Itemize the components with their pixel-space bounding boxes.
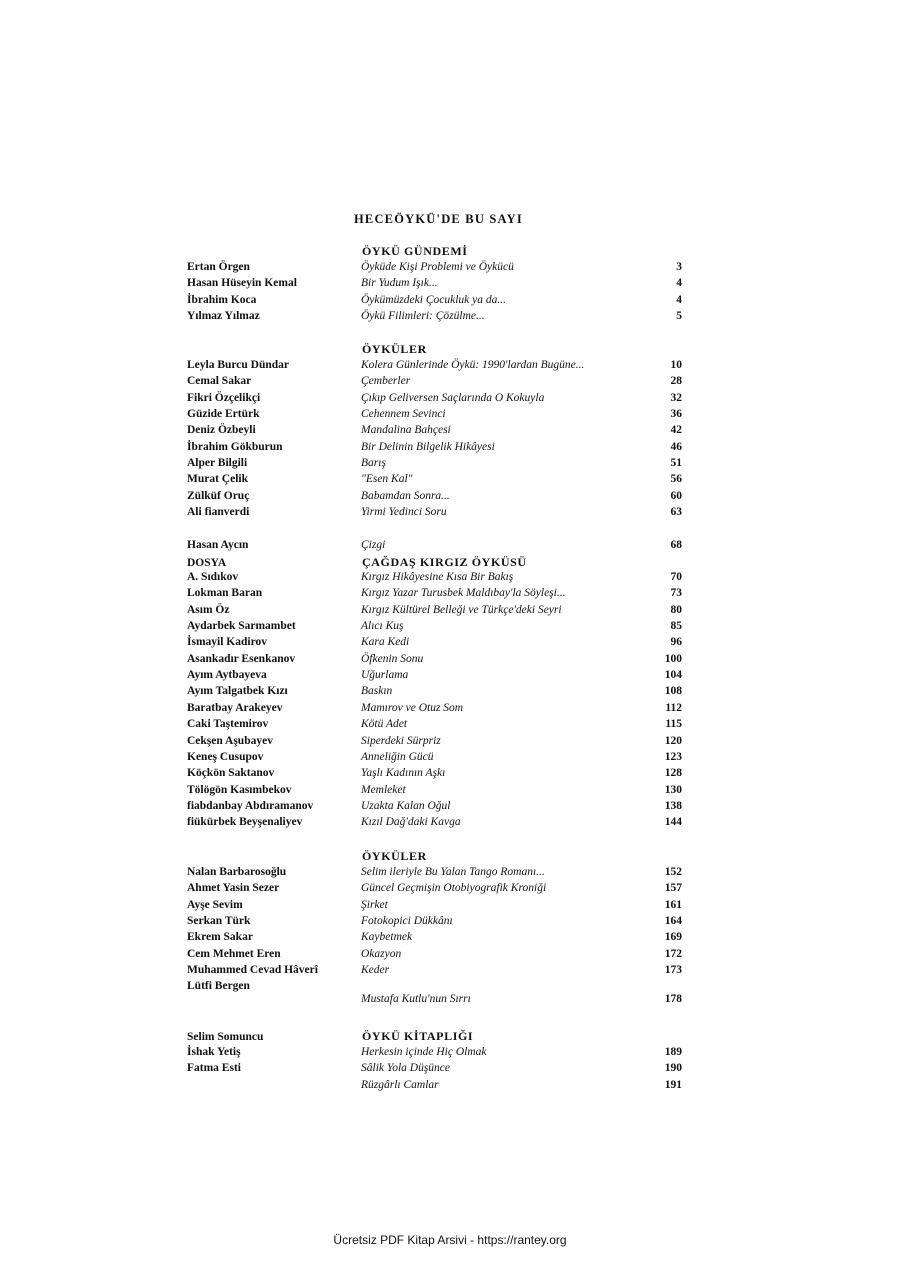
toc-entry [0, 915, 900, 931]
entry-page-number: 172 [664, 948, 682, 960]
entry-author: Nalan Barbarosoğlu [187, 866, 287, 878]
entry-author: Lütfi Bergen [187, 980, 250, 992]
entry-page-number: 108 [664, 685, 682, 697]
entry-author: Zülküf Oruç [187, 490, 250, 502]
entry-author: İsmayil Kadirov [187, 636, 267, 648]
entry-page-number: 68 [670, 539, 682, 551]
entry-title: Güncel Geçmişin Otobiyografik Kroniği [361, 882, 547, 894]
section-heading: ÖYKÜLER [362, 849, 427, 863]
entry-title: Alıcı Kuş [361, 620, 404, 632]
entry-author: Fikri Özçelikçi [187, 392, 261, 404]
entry-title: Barış [361, 457, 386, 469]
entry-author: Ekrem Sakar [187, 931, 253, 943]
entry-page-number: 190 [664, 1062, 682, 1074]
entry-page-number: 189 [664, 1046, 682, 1058]
toc-entry [0, 424, 900, 440]
toc-entry [0, 767, 900, 783]
entry-title: Bir Yudum Işık... [361, 277, 438, 289]
toc-entry [0, 490, 900, 506]
entry-author: Serkan Türk [187, 915, 251, 927]
toc-entry [0, 571, 900, 587]
entry-page-number: 10 [670, 359, 682, 371]
toc-entry [0, 359, 900, 375]
section-heading: ÖYKÜ GÜNDEMİ [362, 244, 468, 258]
entry-page-number: 46 [670, 441, 682, 453]
toc-entry [0, 539, 900, 555]
entry-title: Mandalina Bahçesi [361, 424, 451, 436]
entry-title: Öykü Filimleri: Çözülme... [361, 310, 485, 322]
toc-entry [0, 277, 900, 293]
entry-page-number: 3 [676, 261, 682, 273]
entry-page-number: 28 [670, 375, 682, 387]
entry-page-number: 130 [664, 784, 682, 796]
toc-entry [0, 294, 900, 310]
entry-title: Kaybetmek [361, 931, 413, 943]
entry-title: Herkesin içinde Hiç Olmak [361, 1046, 487, 1058]
entry-title: Rüzgârlı Camlar [361, 1079, 439, 1091]
entry-author: Baratbay Arakeyev [187, 702, 283, 714]
toc-entry [0, 1046, 900, 1062]
entry-title: Keder [361, 964, 390, 976]
entry-author: Tölögön Kasımbekov [187, 784, 292, 796]
entry-author: Hasan Hüseyin Kemal [187, 277, 297, 289]
entry-page-number: 4 [676, 294, 682, 306]
entry-page-number: 56 [670, 473, 682, 485]
entry-page-number: 161 [664, 899, 682, 911]
entry-page-number: 5 [676, 310, 682, 322]
entry-title: Kırgız Hikâyesine Kısa Bir Bakış [361, 571, 514, 583]
entry-author: Ahmet Yasin Sezer [187, 882, 280, 894]
page-title: HECEÖYKÜ'DE BU SAYI [354, 212, 523, 226]
entry-title: Memleket [361, 784, 406, 796]
toc-entry [0, 261, 900, 277]
entry-page-number: 32 [670, 392, 682, 404]
entry-page-number: 169 [664, 931, 682, 943]
entry-author: Cem Mehmet Eren [187, 948, 281, 960]
entry-author: Alper Bilgili [187, 457, 248, 469]
toc-entry [0, 784, 900, 800]
toc-entry [0, 816, 900, 832]
entry-page-number: 138 [664, 800, 682, 812]
entry-page-number: 191 [664, 1079, 682, 1091]
entry-title: "Esen Kal" [361, 473, 413, 485]
entry-author: Deniz Özbeyli [187, 424, 256, 436]
entry-author: Fatma Esti [187, 1062, 241, 1074]
entry-page-number: 80 [670, 604, 682, 616]
section-heading: ÖYKÜ KİTAPLIĞI [362, 1029, 474, 1043]
entry-author: İbrahim Gökburun [187, 441, 283, 453]
toc-entry [0, 718, 900, 734]
toc-entry [0, 457, 900, 473]
entry-title: Selim ileriyle Bu Yalan Tango Romanı... [361, 866, 545, 878]
entry-author: Muhammed Cevad Hâverî [187, 964, 318, 976]
entry-title: Anneliğin Gücü [361, 751, 434, 763]
entry-page-number: 70 [670, 571, 682, 583]
entry-page-number: 96 [670, 636, 682, 648]
toc-entry [0, 669, 900, 685]
entry-title: Öyküde Kişi Problemi ve Öykücü [361, 261, 514, 273]
toc-entry [0, 392, 900, 408]
entry-page-number: 42 [670, 424, 682, 436]
toc-entry [0, 1079, 900, 1095]
entry-page-number: 36 [670, 408, 682, 420]
entry-page-number: 152 [664, 866, 682, 878]
entry-page-number: 104 [664, 669, 682, 681]
entry-title: Cehennem Sevinci [361, 408, 446, 420]
entry-title: Kötü Adet [361, 718, 408, 730]
toc-entry [0, 735, 900, 751]
section-author: DOSYA [187, 557, 227, 569]
section-author: Selim Somuncu [187, 1031, 264, 1043]
toc-entry [0, 751, 900, 767]
toc-entry [0, 636, 900, 652]
entry-page-number: 144 [664, 816, 682, 828]
entry-author: A. Sıdıkov [187, 571, 239, 583]
toc-entry [0, 866, 900, 882]
entry-title: Çizgi [361, 539, 386, 551]
entry-page-number: 123 [664, 751, 682, 763]
entry-page-number: 51 [670, 457, 682, 469]
entry-author: Cemal Sakar [187, 375, 252, 387]
entry-page-number: 60 [670, 490, 682, 502]
toc-entry [0, 702, 900, 718]
entry-title: Şirket [361, 899, 388, 911]
entry-title: Yaşlı Kadının Aşkı [361, 767, 446, 779]
toc-entry [0, 408, 900, 424]
toc-entry [0, 964, 900, 980]
entry-author: Cekşen Aşubayev [187, 735, 273, 747]
entry-title: Çemberler [361, 375, 411, 387]
toc-entry [0, 993, 900, 1009]
entry-title: Çıkıp Geliversen Saçlarında O Kokuyla [361, 392, 545, 404]
entry-title: Mustafa Kutlu'nun Sırrı [361, 993, 471, 1005]
toc-entry [0, 473, 900, 489]
entry-page-number: 157 [664, 882, 682, 894]
toc-entry [0, 685, 900, 701]
entry-page-number: 173 [664, 964, 682, 976]
toc-entry [0, 653, 900, 669]
entry-page-number: 4 [676, 277, 682, 289]
entry-author: Ayşe Sevim [187, 899, 243, 911]
entry-author: Köçkön Saktanov [187, 767, 275, 779]
entry-author: Lokman Baran [187, 587, 263, 599]
entry-author: Asım Öz [187, 604, 230, 616]
entry-title: Sâlik Yola Düşünce [361, 1062, 451, 1074]
section-heading: ÖYKÜLER [362, 342, 427, 356]
entry-title: Uzakta Kalan Oğul [361, 800, 451, 812]
toc-entry [0, 931, 900, 947]
entry-page-number: 63 [670, 506, 682, 518]
entry-title: Uğurlama [361, 669, 409, 681]
entry-title: Okazyon [361, 948, 402, 960]
entry-title: Kolera Günlerinde Öykü: 1990'lardan Bugüne... [361, 359, 585, 371]
entry-title: Bir Delinin Bilgelik Hikâyesi [361, 441, 495, 453]
toc-entry [0, 310, 900, 326]
toc-entry [0, 882, 900, 898]
entry-title: Baskın [361, 685, 393, 697]
entry-title: Mamırov ve Otuz Som [361, 702, 464, 714]
toc-entry [0, 506, 900, 522]
toc-entry [0, 375, 900, 391]
entry-title: Kırgız Kültürel Belleği ve Türkçe'deki Seyri [361, 604, 562, 616]
footer-note: Ücretsiz PDF Kitap Arsivi - https://rantey.org [333, 1233, 567, 1247]
toc-entry [0, 899, 900, 915]
entry-title: Kızıl Dağ'daki Kavga [361, 816, 461, 828]
entry-title: Babamdan Sonra... [361, 490, 450, 502]
entry-page-number: 164 [664, 915, 682, 927]
toc-entry [0, 441, 900, 457]
entry-title: Siperdeki Sürpriz [361, 735, 441, 747]
entry-author: Hasan Aycın [187, 539, 249, 551]
entry-author: Yılmaz Yılmaz [187, 310, 260, 322]
entry-author: Ertan Örgen [187, 261, 250, 273]
toc-entry [0, 948, 900, 964]
entry-author: İshak Yetiş [187, 1046, 241, 1058]
entry-page-number: 112 [665, 702, 682, 714]
entry-page-number: 128 [664, 767, 682, 779]
entry-author: Leyla Burcu Dündar [187, 359, 290, 371]
section-heading: ÇAĞDAŞ KIRGIZ ÖYKÜSÜ [362, 555, 527, 569]
entry-author: İbrahim Koca [187, 294, 257, 306]
entry-title: Fotokopici Dükkânı [361, 915, 453, 927]
entry-author: Asankadır Esenkanov [187, 653, 296, 665]
toc-entry [0, 620, 900, 636]
entry-title: Kırgız Yazar Turusbek Maldıbay'la Söyleşi... [361, 587, 566, 599]
entry-author: Murat Çelik [187, 473, 249, 485]
toc-entry [0, 604, 900, 620]
entry-author: Ali fianverdi [187, 506, 250, 518]
entry-author: fiükürbek Beyşenaliyev [187, 816, 303, 828]
entry-title: Öfkenin Sonu [361, 653, 424, 665]
entry-page-number: 115 [665, 718, 682, 730]
entry-page-number: 85 [670, 620, 682, 632]
entry-author: Caki Taştemirov [187, 718, 269, 730]
entry-author: Keneş Cusupov [187, 751, 264, 763]
entry-page-number: 178 [664, 993, 682, 1005]
entry-author: Güzide Ertürk [187, 408, 260, 420]
entry-author: Aydarbek Sarmambet [187, 620, 296, 632]
entry-title: Kara Kedi [361, 636, 410, 648]
entry-page-number: 100 [664, 653, 682, 665]
toc-entry [0, 587, 900, 603]
entry-page-number: 120 [664, 735, 682, 747]
entry-author: Ayım Aytbayeva [187, 669, 267, 681]
entry-author: fiabdanbay Abdıramanov [187, 800, 314, 812]
toc-entry [0, 1062, 900, 1078]
entry-page-number: 73 [670, 587, 682, 599]
entry-author: Ayım Talgatbek Kızı [187, 685, 288, 697]
entry-title: Öykümüzdeki Çocukluk ya da... [361, 294, 506, 306]
toc-entry [0, 800, 900, 816]
entry-title: Yirmi Yedinci Soru [361, 506, 447, 518]
